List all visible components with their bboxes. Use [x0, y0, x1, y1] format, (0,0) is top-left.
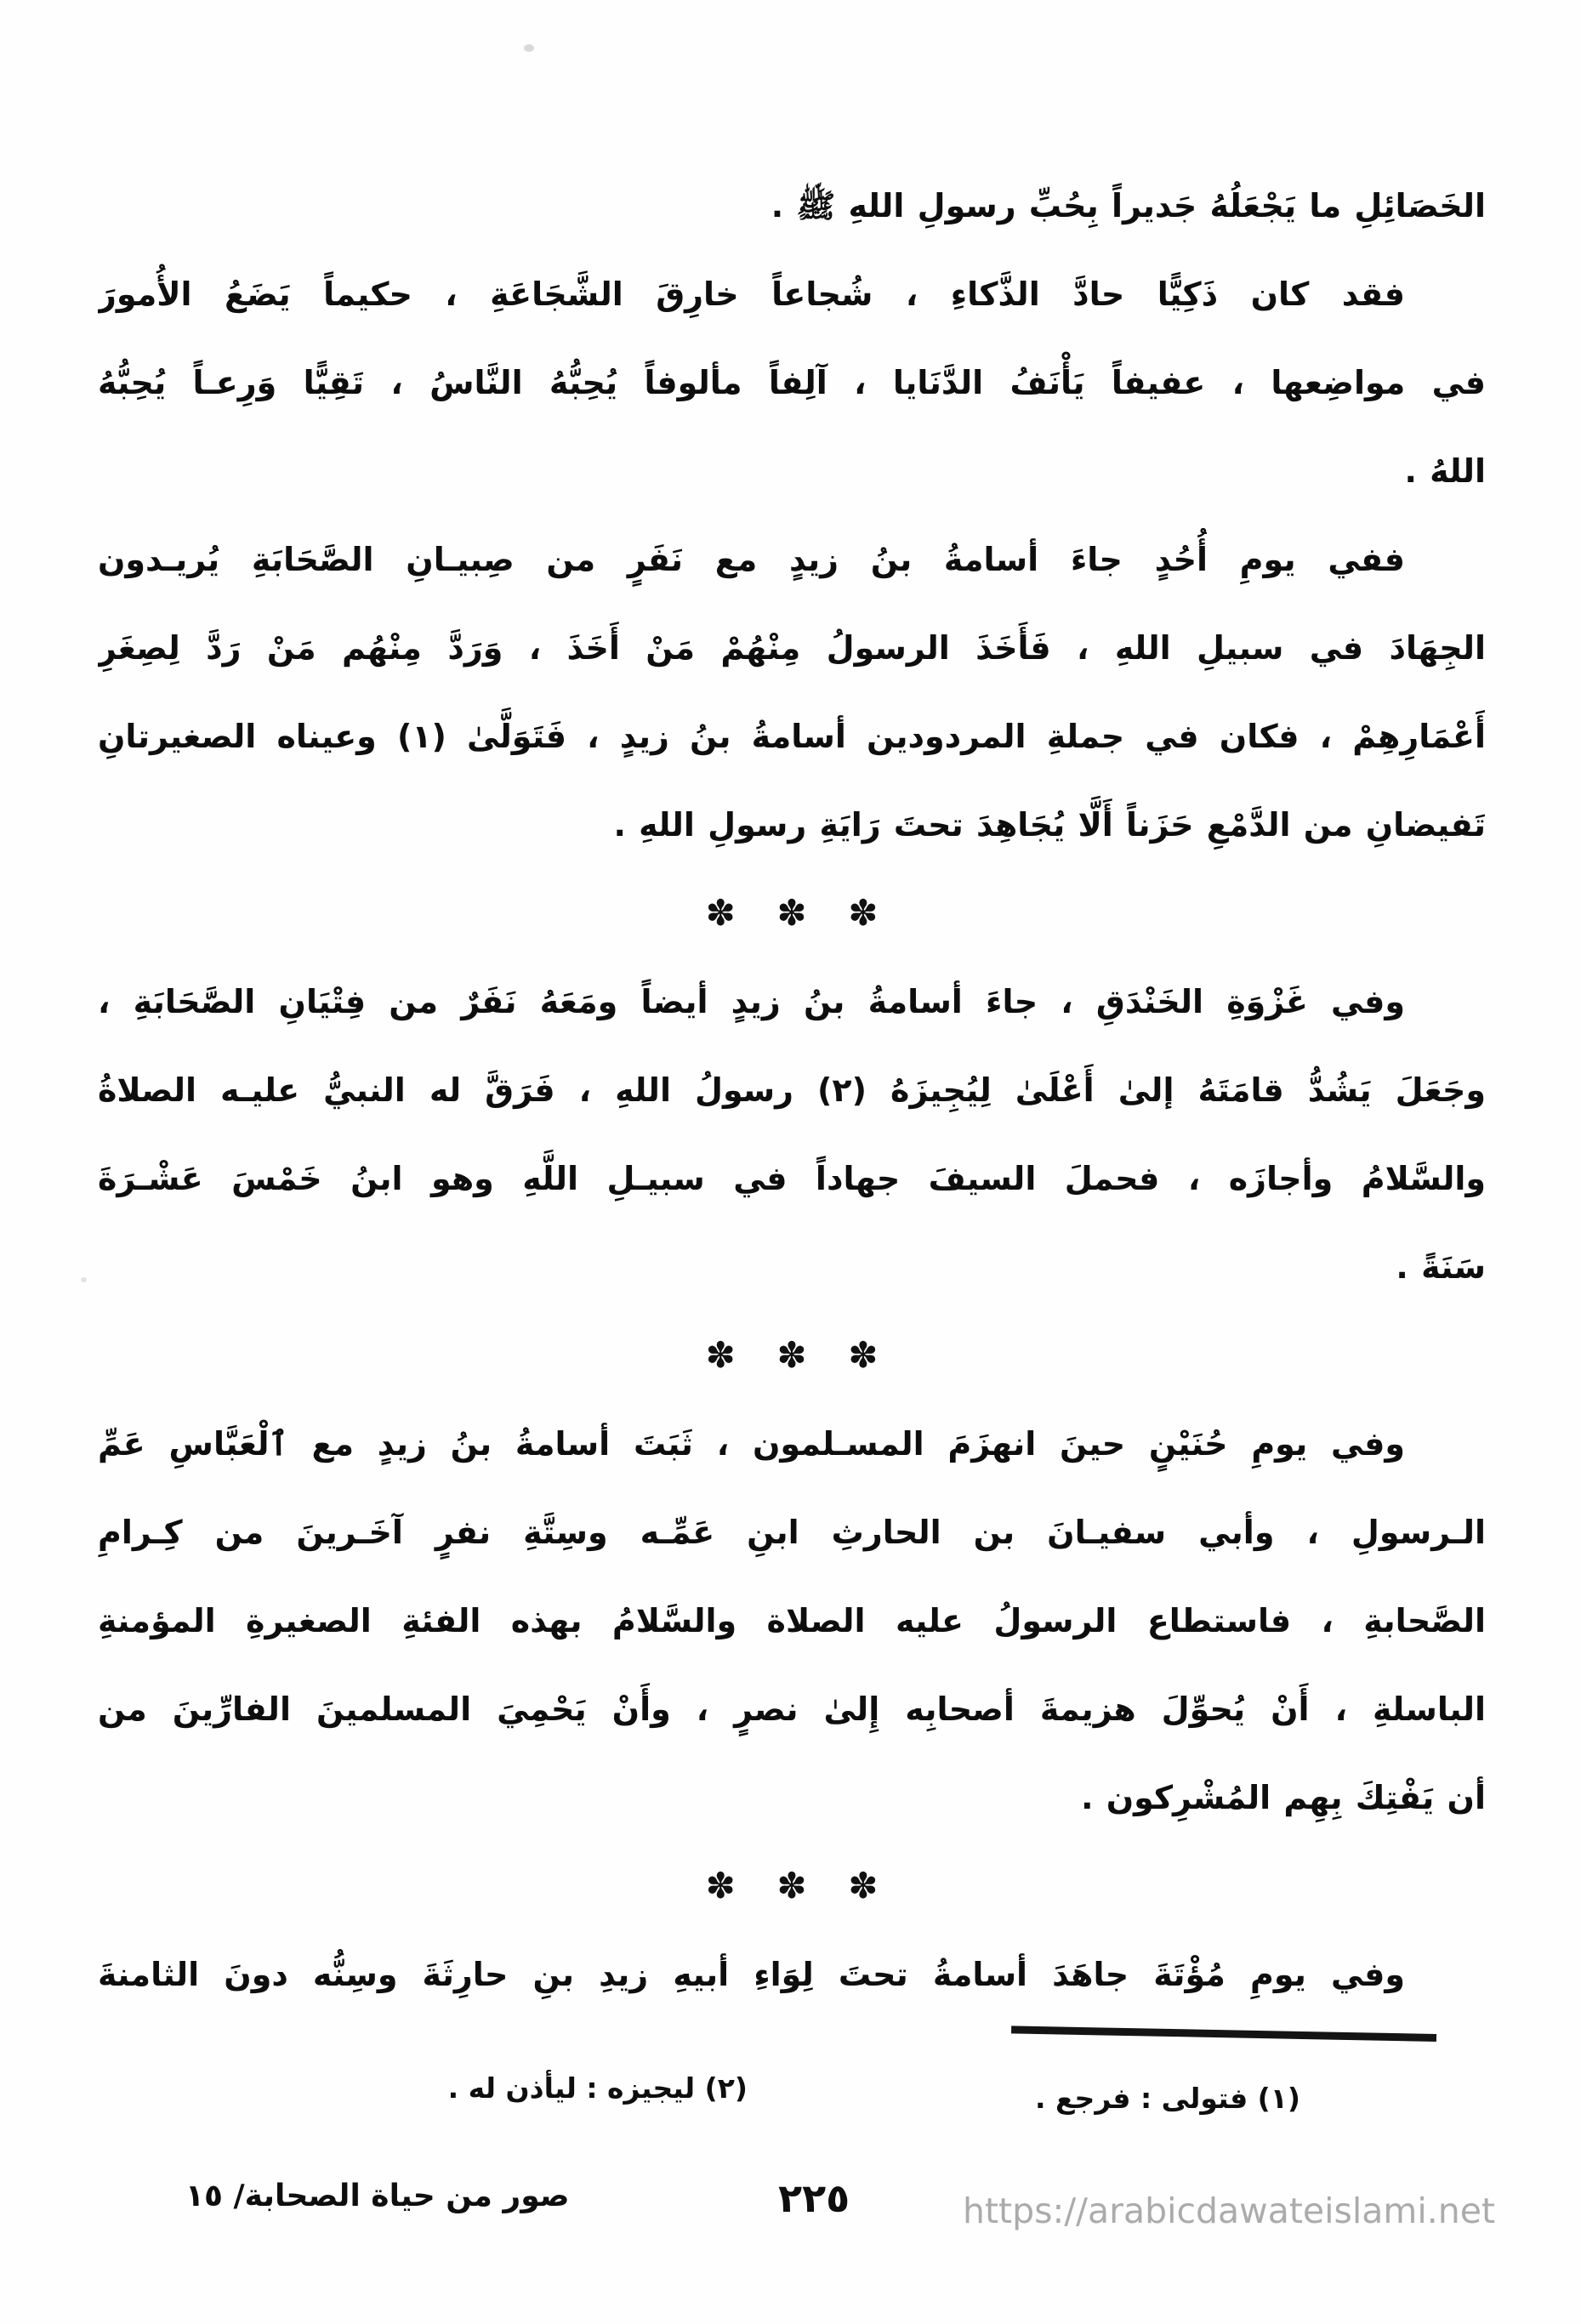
- section-separator: ✽ ✽ ✽: [705, 892, 879, 934]
- text-line: الخَصَائِلِ ما يَجْعَلُهُ جَديراً بِحُبِّ رسولِ اللهِ ﷺ .: [771, 187, 1486, 224]
- text-line: تَفيضانِ من الدَّمْعِ حَزَناً أَلَّا يُجَاهِدَ تحتَ رَايَةِ رسولِ اللهِ .: [613, 806, 1486, 844]
- text-line: اللهُ .: [1404, 452, 1486, 490]
- text-line: أن يَفْتِكَ بِهِم المُشْرِكون .: [1081, 1779, 1486, 1816]
- website-watermark: https://arabicdawateislami.net: [963, 2190, 1496, 2231]
- text-line: والسَّلامُ وأجازَه ، فحملَ السيفَ جهاداً في سبيـلِ اللَّهِ وهو ابنُ خَمْسَ عَشْـرَةَ: [98, 1160, 1486, 1197]
- section-separator: ✽ ✽ ✽: [705, 1334, 879, 1376]
- scan-speck: [524, 44, 534, 52]
- text-block: [98, 162, 1486, 2019]
- footnote-1: (١) فتولى : فرجع .: [1034, 2082, 1300, 2115]
- page-number: ٢٢٥: [778, 2175, 850, 2221]
- footnote-divider-rule: [1011, 2026, 1436, 2042]
- text-line: الـرسولِ ، وأبي سفيـانَ بن الحارثِ ابنِ عَمِّـه وسِتَّةِ نفرٍ آخَـرينَ من كِـرامِ: [98, 1514, 1486, 1551]
- text-line: الصَّحابةِ ، فاستطاع الرسولُ عليه الصلاة والسَّلامُ بهذه الفئةِ الصغيرةِ المؤمنةِ: [98, 1602, 1486, 1639]
- text-line: وفي يومِ حُنَيْنٍ حينَ انهزَمَ المسـلمون ، ثَبَتَ أسامةُ بنُ زيدٍ مع ٱلْعَبَّاسِ عَمِّ: [98, 1425, 1405, 1463]
- text-line: وجَعَلَ يَشُدُّ قامَتَهُ إلىٰ أَعْلَىٰ لِيُجِيزَهُ (٢) رسولُ اللهِ ، فَرَقَّ له النبيُّ عليـه الصلاةُ: [98, 1071, 1486, 1109]
- text-line: وفي غَزْوَةِ الخَنْدَقِ ، جاءَ أسامةُ بنُ زيدٍ أيضاً ومَعَهُ نَفَرٌ من فِتْيَانِ الصَّحَابَةِ ،: [98, 983, 1405, 1020]
- text-line: في مواضِعها ، عفيفاً يَأْنَفُ الدَّنَايا ، آلِفاً مألوفاً يُحِبُّهُ النَّاسُ ، تَقِيًّا وَرِعـاً يُحِبُّهُ: [98, 364, 1486, 401]
- text-line: سَنَةً .: [1396, 1248, 1486, 1286]
- footer-book-title: صور من حياة الصحابة/ ١٥: [185, 2179, 570, 2213]
- scan-speck: [81, 1277, 87, 1282]
- text-line: ففي يومِ أُحُدٍ جاءَ أسامةُ بنُ زيدٍ مع نَفَرٍ من صِبيـانِ الصَّحَابَةِ يُريـدون: [98, 541, 1405, 578]
- text-line: أَعْمَارِهِمْ ، فكان في جملةِ المردودين أسامةُ بنُ زيدٍ ، فَتَوَلَّىٰ (١) وعيناه الصغيرتانِ: [98, 718, 1486, 755]
- section-separator: ✽ ✽ ✽: [705, 1865, 879, 1906]
- text-line: وفي يومِ مُؤْتَةَ جاهَدَ أسامةُ تحتَ لِوَاءِ أبيهِ زيدِ بنِ حارِثَةَ وسِنُّه دونَ الثامنةَ: [98, 1956, 1405, 1993]
- text-line: فقد كان ذَكِيًّا حادَّ الذَّكاءِ ، شُجاعاً خارِقَ الشَّجَاعَةِ ، حكيماً يَضَعُ الأُمورَ: [98, 276, 1405, 313]
- text-line: الباسلةِ ، أَنْ يُحوِّلَ هزيمةَ أصحابِه إِلىٰ نصرٍ ، وأَنْ يَحْمِيَ المسلمينَ الفارِّينَ من: [98, 1690, 1486, 1728]
- text-line: الجِهَادَ في سبيلِ اللهِ ، فَأَخَذَ الرسولُ مِنْهُمْ مَنْ أَخَذَ ، وَرَدَّ مِنْهُم مَنْ رَدَّ لِصِغَرِ: [98, 629, 1486, 667]
- footnote-2: (٢) ليجيزه : ليأذن له .: [447, 2071, 748, 2105]
